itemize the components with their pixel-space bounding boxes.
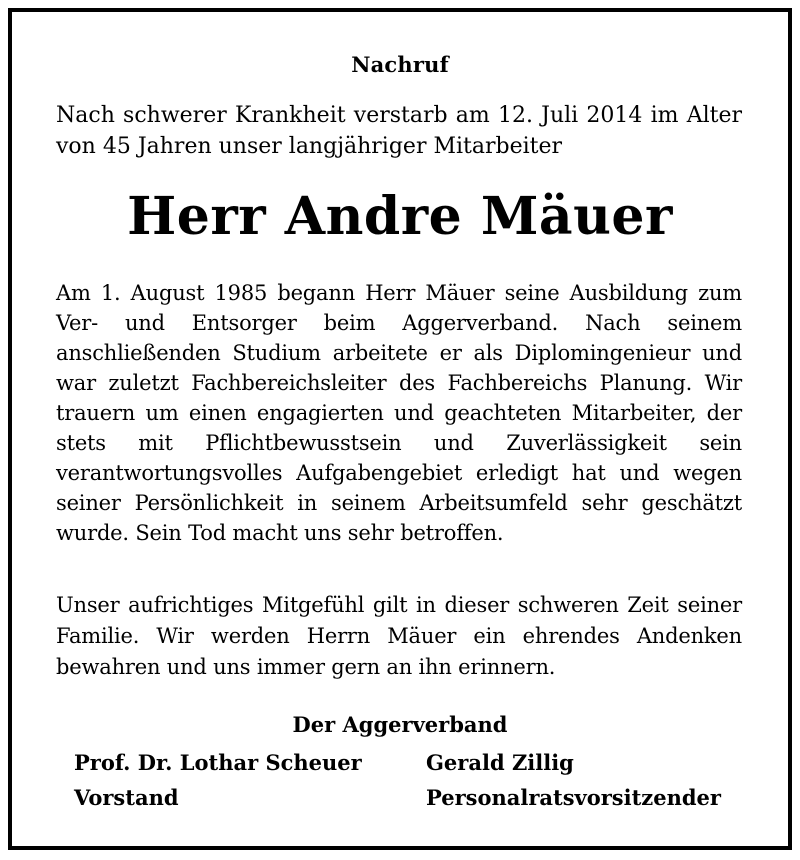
organization-name: Der Aggerverband <box>292 712 508 737</box>
condolence-paragraph: Unser aufrichtiges Mitgefühl gilt in dieser schweren Zeit seiner Familie. Wir werden Herrn Mäuer ein ehrendes Andenken bewahren und uns immer gern an ihn erinnern. <box>56 593 742 679</box>
signatory-role-1: Vorstand <box>74 785 179 810</box>
signatory-name-1: Prof. Dr. Lothar Scheuer <box>74 750 362 775</box>
deceased-name: Herr Andre Mäuer <box>127 186 673 247</box>
notice-heading: Nachruf <box>351 52 449 77</box>
intro-text: Nach schwerer Krankheit verstarb am 12. Juli 2014 im Alter von 45 Jahren unser langjähriger Mitarbeiter <box>56 103 742 159</box>
signatory-name-2: Gerald Zillig <box>426 750 574 775</box>
biography-paragraph: Am 1. August 1985 begann Herr Mäuer seine Ausbildung zum Ver- und Entsorger beim Aggerverband. Nach seinem anschließenden Studium arbeitete er als Diplomingenieur und war zuletzt Fachbereichsleiter des Fachbereichs Planung. Wir trauern um einen engagierten und geachteten Mitarbeiter, der stets mit Pflichtbewusstsein und Zuverlässigkeit sein verantwortungsvolles Aufgabengebiet erledigt hat und wegen seiner Persönlichkeit in seinem Arbeitsumfeld sehr geschätzt wurde. Sein Tod macht uns sehr betroffen. <box>56 281 742 545</box>
signatory-role-2: Personalratsvorsitzender <box>426 785 721 810</box>
